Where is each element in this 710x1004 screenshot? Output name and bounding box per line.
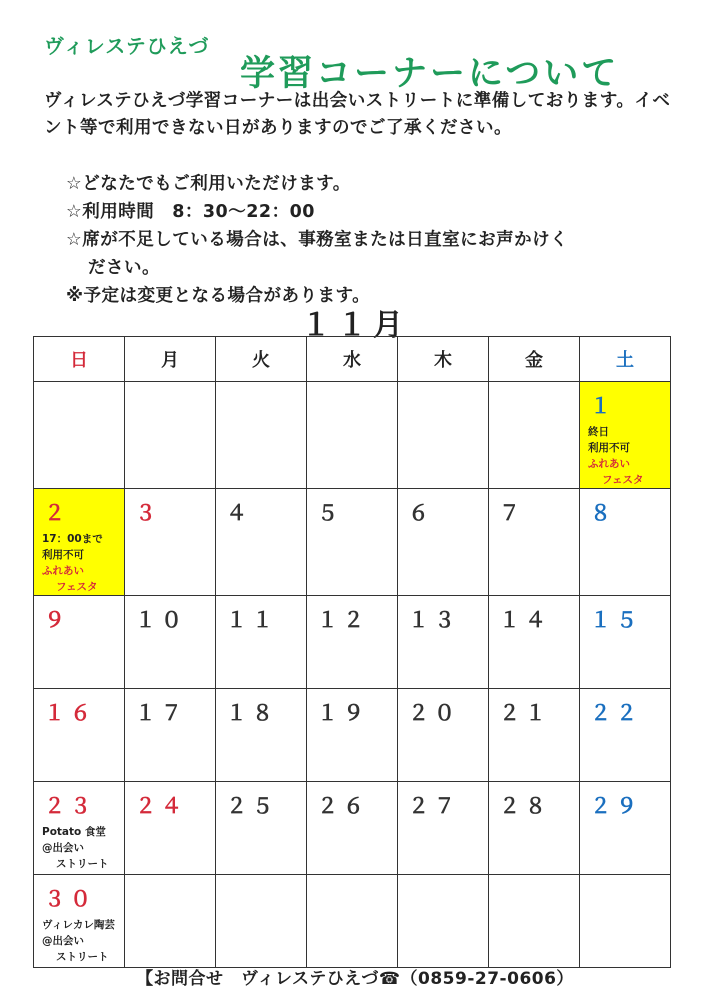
day-number: １６ <box>44 701 96 725</box>
event-line: フェスタ <box>56 581 98 593</box>
day-number: ２５ <box>226 794 278 818</box>
day-number: ２７ <box>408 794 460 818</box>
event-line: ふれあい <box>588 458 630 470</box>
day-cell-21 <box>489 689 580 782</box>
day-cell-11 <box>216 596 307 689</box>
day-number: ２３ <box>44 794 96 818</box>
day-cell-17 <box>125 689 216 782</box>
day-cell-3 <box>125 489 216 596</box>
note-item: ☆利用時間 8：30～22：00 <box>66 202 315 222</box>
day-cell-30 <box>34 875 125 968</box>
day-cell-7 <box>489 489 580 596</box>
event-line: @出会い <box>42 842 84 854</box>
day-cell-23 <box>34 782 125 875</box>
empty-cell <box>216 382 307 489</box>
day-number: １１ <box>226 608 278 632</box>
event-line: 終日 <box>588 426 609 438</box>
day-number: １２ <box>317 608 369 632</box>
day-cell-24 <box>125 782 216 875</box>
day-number: １９ <box>317 701 369 725</box>
weekday-thu: 木 <box>398 337 489 382</box>
day-number: １０ <box>135 608 187 632</box>
empty-cell <box>398 382 489 489</box>
event-note <box>580 420 670 488</box>
day-cell-10 <box>125 596 216 689</box>
day-number: ２９ <box>590 794 642 818</box>
day-number: ３ <box>135 501 161 525</box>
intro-text: ヴィレステひえづ学習コーナーは出会いストリートに準備しております。イベント等で利用できない日がありますのでご了承ください。 <box>44 91 671 138</box>
day-number: ４ <box>226 501 252 525</box>
week-row <box>34 782 671 875</box>
note-item: ださい。 <box>88 258 160 278</box>
empty-cell <box>398 875 489 968</box>
day-number: ７ <box>499 501 525 525</box>
empty-cell <box>34 382 125 489</box>
day-cell-19 <box>307 689 398 782</box>
weekday-row <box>34 337 671 382</box>
day-cell-18 <box>216 689 307 782</box>
event-note <box>34 820 124 872</box>
day-number: １４ <box>499 608 551 632</box>
weekday-wed: 水 <box>307 337 398 382</box>
event-line: ヴィレカレ陶芸 <box>42 919 115 931</box>
week-row <box>34 489 671 596</box>
event-line: ストリート <box>56 858 109 870</box>
event-note <box>34 913 124 965</box>
day-number: １５ <box>590 608 642 632</box>
day-number: ６ <box>408 501 434 525</box>
event-line: 利用不可 <box>588 442 630 454</box>
day-cell-1 <box>580 382 671 489</box>
event-line: ストリート <box>56 951 109 963</box>
month-heading: １１月 <box>301 308 409 343</box>
week-row <box>34 382 671 489</box>
day-cell-27 <box>398 782 489 875</box>
note-item: ☆席が不足している場合は、事務室または日直室にお声かけく <box>66 230 569 250</box>
day-number: ９ <box>44 608 70 632</box>
day-number: ３０ <box>44 887 96 911</box>
empty-cell <box>307 875 398 968</box>
day-cell-5 <box>307 489 398 596</box>
day-number: ２２ <box>590 701 642 725</box>
event-line: 利用不可 <box>42 549 84 561</box>
weekday-sat: 土 <box>580 337 671 382</box>
weekday-mon: 月 <box>125 337 216 382</box>
day-cell-28 <box>489 782 580 875</box>
day-number: ２ <box>44 501 70 525</box>
week-row <box>34 875 671 968</box>
empty-cell <box>580 875 671 968</box>
day-number: ２６ <box>317 794 369 818</box>
day-cell-2 <box>34 489 125 596</box>
day-cell-4 <box>216 489 307 596</box>
empty-cell <box>489 382 580 489</box>
day-number: １３ <box>408 608 460 632</box>
day-cell-14 <box>489 596 580 689</box>
notes-list <box>66 170 568 310</box>
day-cell-8 <box>580 489 671 596</box>
note-item: ※予定は変更となる場合があります。 <box>66 286 371 306</box>
day-cell-16 <box>34 689 125 782</box>
day-cell-29 <box>580 782 671 875</box>
empty-cell <box>216 875 307 968</box>
day-cell-25 <box>216 782 307 875</box>
day-number: ８ <box>590 501 616 525</box>
day-cell-15 <box>580 596 671 689</box>
day-number: １７ <box>135 701 187 725</box>
day-number: １８ <box>226 701 278 725</box>
day-number: ２４ <box>135 794 187 818</box>
brand-name: ヴィレステひえづ <box>44 34 210 58</box>
weekday-tue: 火 <box>216 337 307 382</box>
day-cell-26 <box>307 782 398 875</box>
event-line: Potato 食堂 <box>42 826 106 838</box>
event-line: @出会い <box>42 935 84 947</box>
day-number: ２１ <box>499 701 551 725</box>
week-row <box>34 689 671 782</box>
page-title: 学習コーナーについて <box>240 54 620 94</box>
day-cell-12 <box>307 596 398 689</box>
day-cell-22 <box>580 689 671 782</box>
calendar-table <box>33 336 671 968</box>
event-line: 17：00まで <box>42 533 103 545</box>
day-number: ５ <box>317 501 343 525</box>
empty-cell <box>125 382 216 489</box>
day-cell-6 <box>398 489 489 596</box>
week-row <box>34 596 671 689</box>
empty-cell <box>307 382 398 489</box>
weekday-sun: 日 <box>34 337 125 382</box>
day-cell-9 <box>34 596 125 689</box>
day-number: ２８ <box>499 794 551 818</box>
note-item: ☆どなたでもご利用いただけます。 <box>66 174 351 194</box>
event-line: ふれあい <box>42 565 84 577</box>
weekday-fri: 金 <box>489 337 580 382</box>
event-note <box>34 527 124 595</box>
event-line: フェスタ <box>602 474 644 486</box>
day-cell-20 <box>398 689 489 782</box>
empty-cell <box>125 875 216 968</box>
day-number: １ <box>590 394 616 418</box>
day-cell-13 <box>398 596 489 689</box>
empty-cell <box>489 875 580 968</box>
contact-footer: 【お問合せ ヴィレステひえづ☎（0859-27-0606） <box>136 969 574 989</box>
day-number: ２０ <box>408 701 460 725</box>
